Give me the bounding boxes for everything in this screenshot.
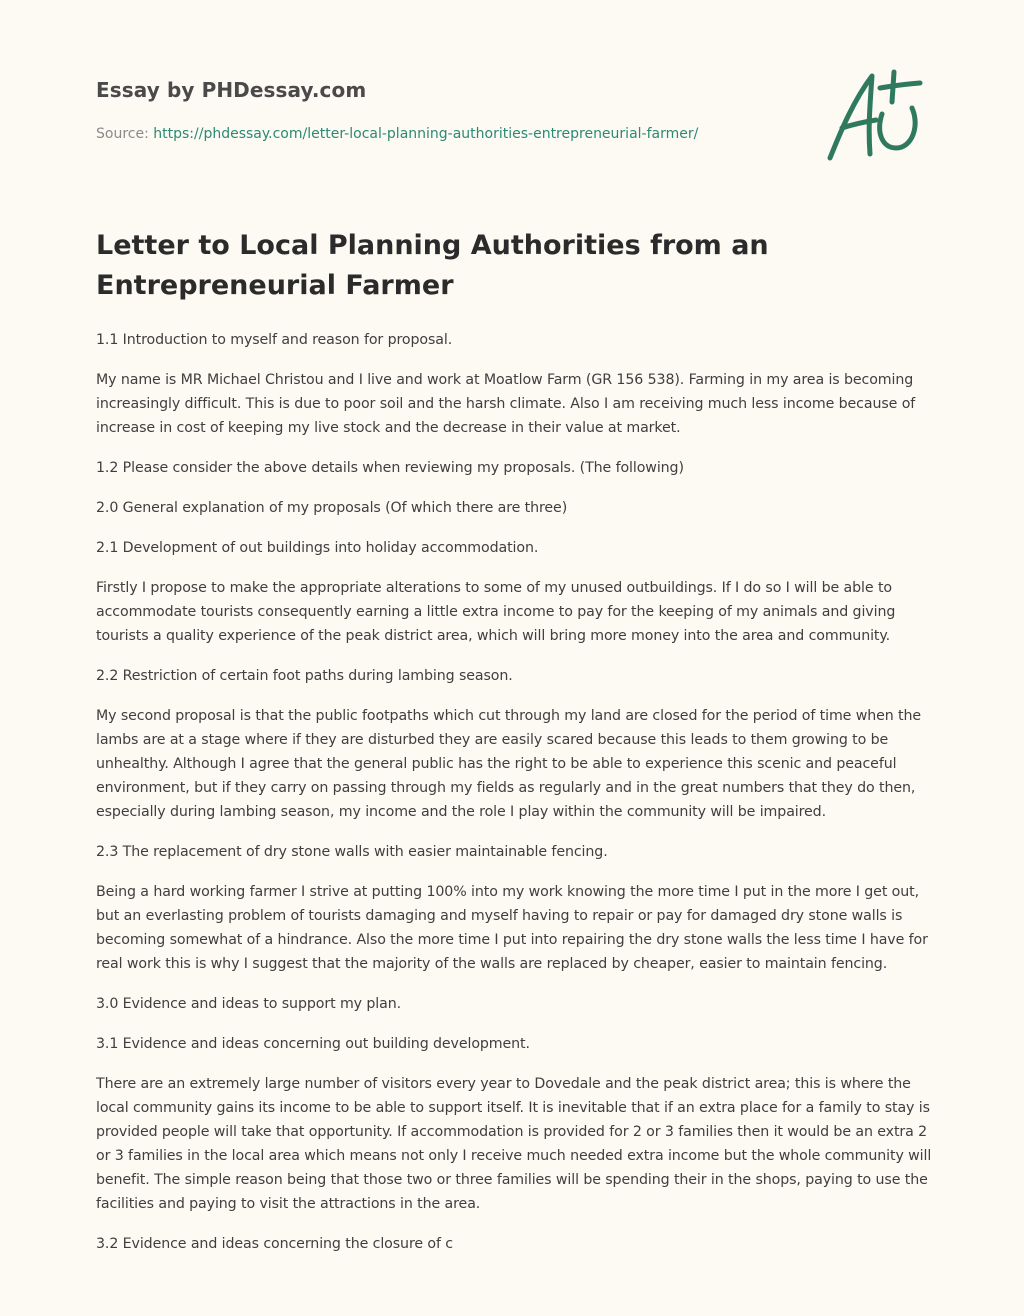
essay-paragraph: 1.2 Please consider the above details when reviewing my proposals. (The following): [96, 460, 684, 476]
essay-paragraph: 3.0 Evidence and ideas to support my plan.: [96, 996, 402, 1012]
essay-paragraph: There are an extremely large number of visitors every year to Dovedale and the peak district area; this is where the local community gains its income to be able to support itself. It is inevitable that if an extra place for a family to stay is provided people will take that opportunity. If accommodation is provided for 2 or 3 families then it would be an extra 2 or 3 families in the local area which means not only I receive much needed extra income but the whole community will benefit. The simple reason being that those two or three families will be spending their in the shops, paying to use the facilities and paying to visit the attractions in the area.: [96, 1076, 932, 1212]
essay-paragraph: 2.3 The replacement of dry stone walls with easier maintainable fencing.: [96, 844, 608, 860]
page-header: [96, 74, 796, 144]
source-link[interactable]: https://phdessay.com/letter-local-planning-authorities-entrepreneurial-farmer/: [153, 126, 699, 142]
source-line: [96, 124, 796, 144]
a-plus-grade-icon: [820, 66, 930, 166]
essay-paragraph: 3.1 Evidence and ideas concerning out building development.: [96, 1036, 530, 1052]
essay-paragraph: Being a hard working farmer I strive at putting 100% into my work knowing the more time I put in the more I get out, but an everlasting problem of tourists damaging and myself having to repair or pay for damaged dry stone walls is becoming somewhat of a hindrance. Also the more time I put into repairing the dry stone walls the less time I have for real work this is why I suggest that the majority of the walls are replaced by cheaper, easier to maintain fencing.: [96, 884, 928, 972]
source-label: Source:: [96, 126, 154, 142]
site-title: Essay by PHDessay.com: [96, 78, 367, 102]
essay-article: [96, 226, 932, 1272]
essay-paragraph: Firstly I propose to make the appropriate alterations to some of my unused outbuildings. If I do so I will be able to accommodate tourists consequently earning a little extra income to pay for the keeping of my animals and giving tourists a quality experience of the peak district area, which will bring more money into the area and community.: [96, 580, 896, 644]
essay-paragraph: 3.2 Evidence and ideas concerning the closure of c: [96, 1236, 453, 1252]
essay-paragraph: My second proposal is that the public footpaths which cut through my land are closed for the period of time when the lambs are at a stage where if they are disturbed they are easily scared because this leads to them growing to be unhealthy. Although I agree that the general public has the right to be able to experience this scenic and peaceful environment, but if they carry on passing through my fields as regularly and in the great numbers that they do then, especially during lambing season, my income and the role I play within the community will be impaired.: [96, 708, 922, 820]
essay-paragraph: 1.1 Introduction to myself and reason for proposal.: [96, 332, 453, 348]
essay-paragraph: 2.0 General explanation of my proposals (Of which there are three): [96, 500, 568, 516]
essay-paragraph: 2.2 Restriction of certain foot paths during lambing season.: [96, 668, 513, 684]
essay-title: Letter to Local Planning Authorities from an Entrepreneurial Farmer: [96, 230, 769, 301]
essay-paragraph: My name is MR Michael Christou and I live and work at Moatlow Farm (GR 156 538). Farming in my area is becoming increasingly difficult. This is due to poor soil and the harsh climate. Also I am receiving much less income because of increase in cost of keeping my live stock and the decrease in their value at market.: [96, 372, 916, 436]
essay-paragraph: 2.1 Development of out buildings into holiday accommodation.: [96, 540, 539, 556]
essay-body: [96, 328, 932, 1256]
